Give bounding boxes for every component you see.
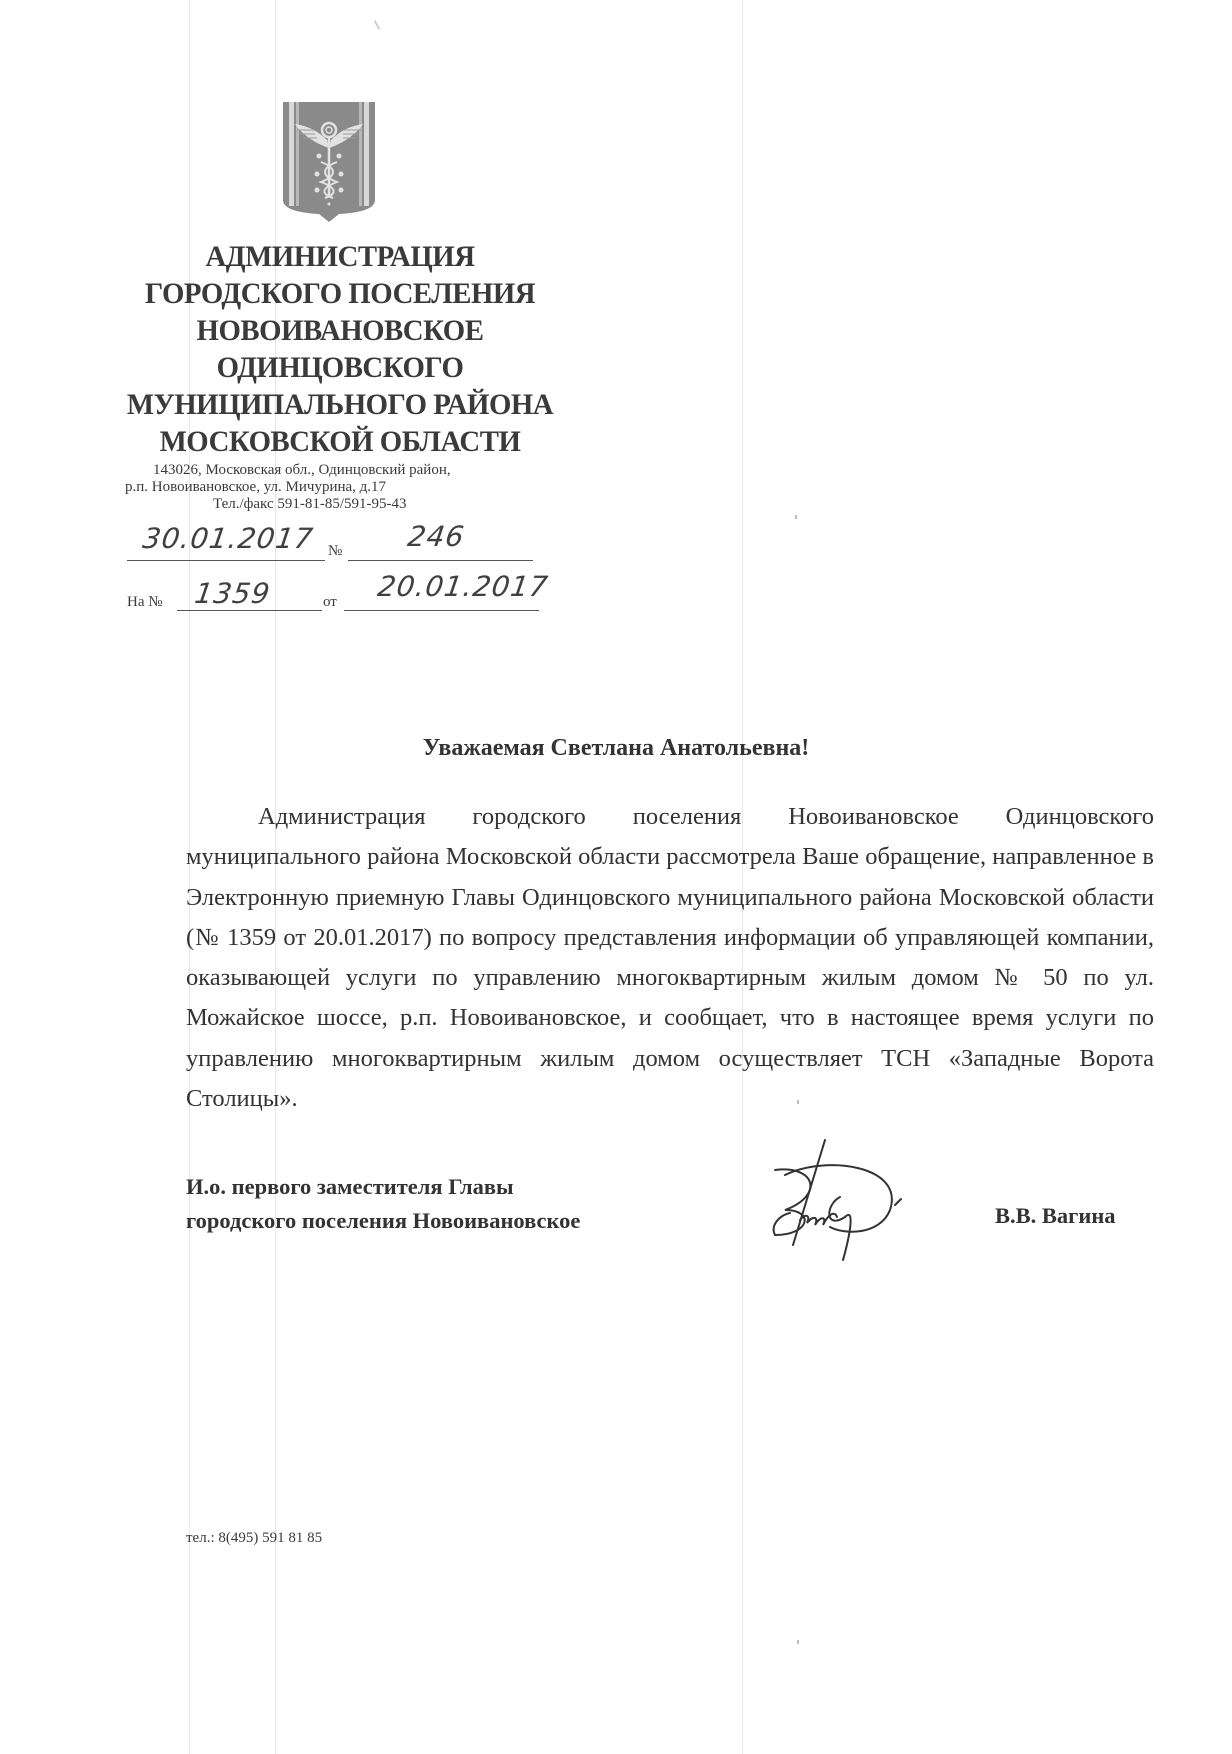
scan-speck bbox=[374, 20, 381, 30]
executor-phone: тел.: 8(495) 591 81 85 bbox=[186, 1530, 323, 1546]
reference-number-label: На № bbox=[127, 594, 163, 610]
number-label: № bbox=[328, 543, 343, 559]
reference-number-underline bbox=[177, 610, 322, 611]
reference-from-label: от bbox=[323, 594, 337, 610]
signatory-name: В.В. Вагина bbox=[995, 1203, 1116, 1228]
signatory-position-line: И.о. первого заместителя Главы bbox=[186, 1174, 514, 1199]
outgoing-date: 30.01.2017 bbox=[140, 522, 316, 555]
reference-date: 20.01.2017 bbox=[375, 570, 551, 603]
organization-name-line: ГОРОДСКОГО ПОСЕЛЕНИЯ bbox=[144, 277, 536, 310]
date-underline bbox=[127, 560, 325, 561]
address-phone-fax: Тел./факс 591-81-85/591-95-43 bbox=[213, 496, 407, 512]
handwritten-signature-icon bbox=[755, 1135, 925, 1265]
letter-body bbox=[186, 797, 1154, 1119]
letter-greeting: Уважаемая Светлана Анатольевна! bbox=[422, 735, 810, 761]
organization-name-line: МОСКОВСКОЙ ОБЛАСТИ bbox=[159, 425, 521, 458]
organization-name-line: АДМИНИСТРАЦИЯ bbox=[205, 240, 475, 273]
address-line: р.п. Новоивановское, ул. Мичурина, д.17 bbox=[125, 479, 387, 495]
organization-name-line: ОДИНЦОВСКОГО bbox=[216, 351, 464, 384]
scan-speck bbox=[795, 515, 797, 519]
organization-name-line: МУНИЦИПАЛЬНОГО РАЙОНА bbox=[126, 388, 554, 421]
organization-name bbox=[119, 238, 561, 460]
signatory-position-line: городского поселения Новоивановское bbox=[186, 1208, 581, 1233]
signatory-position bbox=[186, 1170, 580, 1238]
reference-number: 1359 bbox=[192, 577, 273, 610]
coat-of-arms-icon bbox=[281, 100, 377, 222]
organization-name-line: НОВОИВАНОВСКОЕ bbox=[196, 314, 484, 347]
address-line: 143026, Московская обл., Одинцовский район, bbox=[153, 462, 451, 478]
number-underline bbox=[348, 560, 533, 561]
scan-speck bbox=[797, 1640, 799, 1644]
reference-date-underline bbox=[344, 610, 539, 611]
letter-body-paragraph: Администрация городского поселения Новоивановское Одинцовского муниципального района Московской области рассмотрела Ваше обращение, направленное в Электронную приемную Главы Одинцовского муниципального района Московской области (№ 1359 от 20.01.2017) по вопросу представления информации об управляющей компании, оказывающей услуги по управлению многоквартирным жилым домом № 50 по ул. Можайское шоссе, р.п. Новоивановское, и сообщает, что в настоящее время услуги по управлению многоквартирным жилым домом осуществляет ТСН «Западные Ворота Столицы». bbox=[186, 803, 1154, 1113]
organization-address bbox=[125, 462, 565, 513]
outgoing-number: 246 bbox=[405, 520, 467, 553]
